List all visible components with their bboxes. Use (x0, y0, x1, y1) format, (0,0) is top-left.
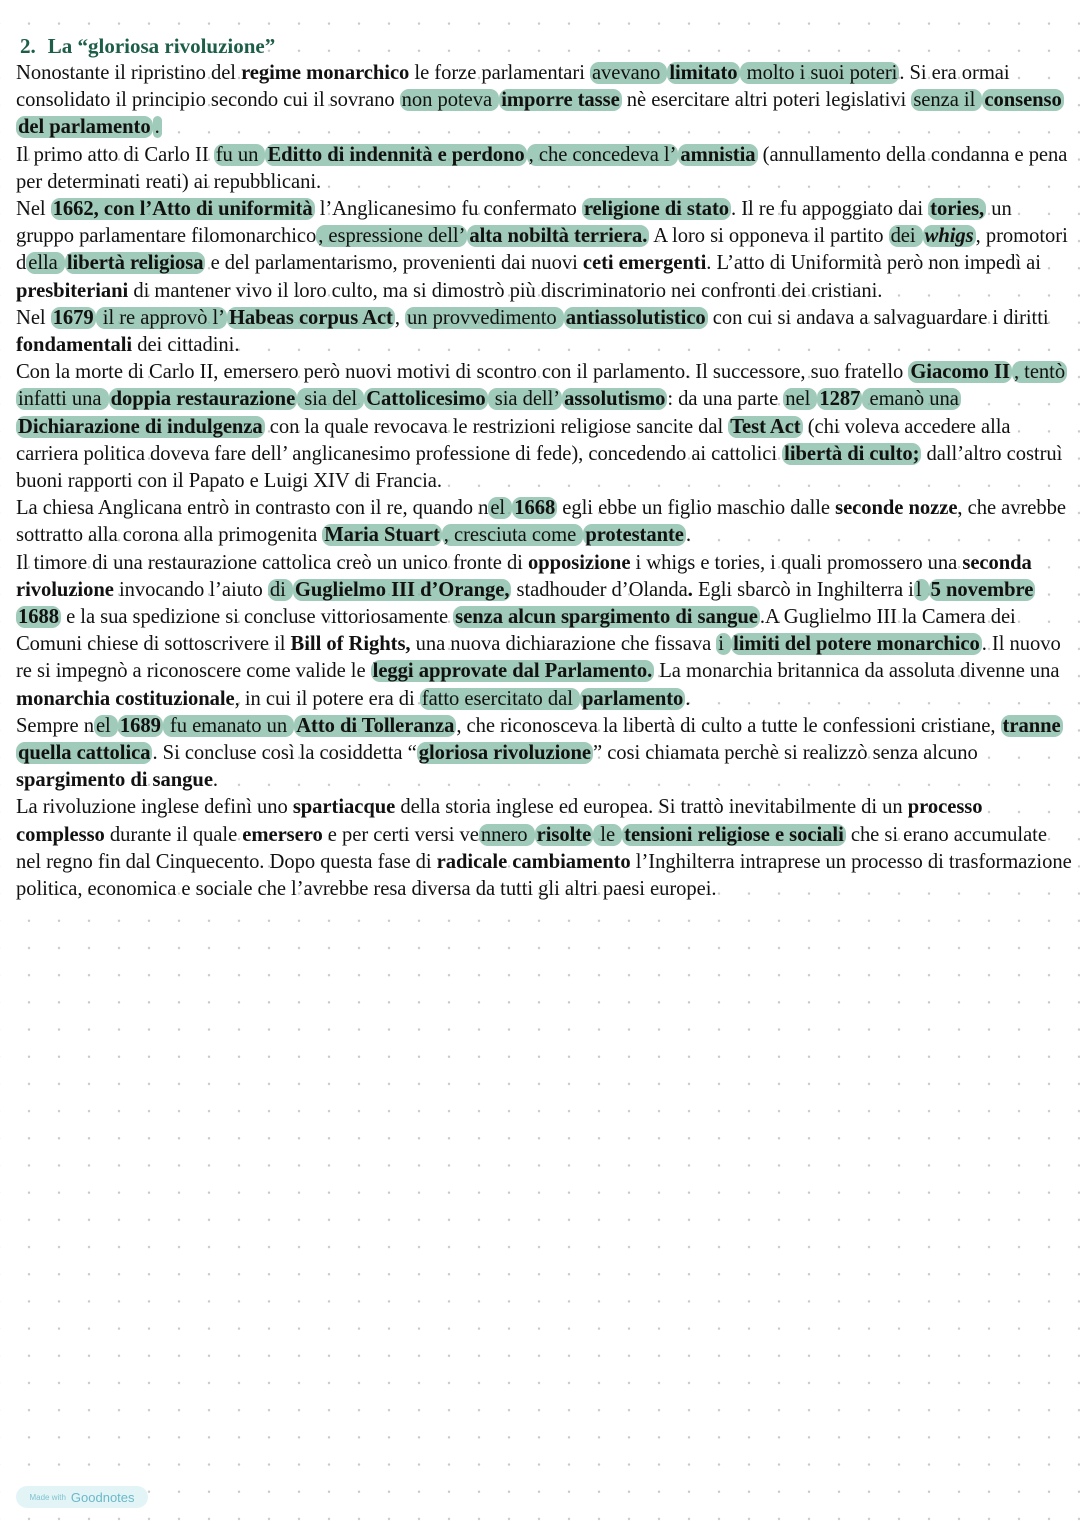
text-run: una nuova dichiarazione che fissava (410, 633, 717, 656)
bold-text: Bill of Rights, (290, 633, 411, 656)
section-number: 2. (20, 34, 36, 58)
text-run: , promotori d (16, 225, 1068, 275)
highlighted-text: risolte (536, 823, 592, 846)
highlighted-text: i (718, 633, 730, 656)
text-run: l’Inghilterra intraprese un processo di trasformazione politica, economica e sociale che l’avrebbe resa diversa da tutti gli altri paesi europei. (16, 850, 1072, 901)
highlighted-text: 5 novembre 1688 (18, 578, 1034, 629)
paragraph (16, 794, 1074, 903)
note-page (16, 33, 1074, 903)
highlighted-text: Editto di indennità e perdono (267, 143, 525, 166)
bold-text: fondamentali (16, 334, 133, 357)
highlighted-text: sia del (299, 388, 363, 411)
text-run: : da una parte (667, 388, 784, 411)
bold-text: opposizione (527, 551, 631, 574)
bold-text: seconda rivoluzione (16, 551, 1032, 601)
highlighted-text: limiti del potere monarchico (733, 633, 980, 656)
highlighted-text: l (915, 578, 927, 601)
highlighted-text: Giacomo II (910, 361, 1010, 384)
text-run: Il primo atto di Carlo II (16, 143, 214, 166)
text-run: . (685, 687, 691, 710)
highlighted-text: , espressione dell’ (318, 225, 466, 248)
highlighted-text: 1668 (514, 497, 556, 520)
highlighted-text: nel (785, 388, 816, 411)
highlighted-text: , che concedeva l’ (528, 143, 677, 166)
paragraph (16, 196, 1074, 305)
highlighted-text: fatto esercitato dal (421, 687, 578, 710)
bold-text: presbiteriani (16, 279, 129, 302)
text-run: dall’altro costruì buoni rapporti con il Papato e Luigi XIV di Francia. (16, 442, 1063, 493)
highlighted-text: 1662, con l’Atto di uniformità (52, 198, 313, 221)
bold-text: spargimento di sangue (16, 769, 213, 792)
paragraph (16, 359, 1074, 495)
highlighted-text: Maria Stuart (324, 524, 440, 547)
highlighted-text: doppia restaurazione (110, 388, 296, 411)
highlighted-text: molto i suoi poteri (741, 62, 898, 84)
paragraph (16, 60, 1074, 142)
highlighted-text: Test Act (730, 415, 801, 438)
section-title: La “gloriosa rivoluzione” (47, 34, 276, 58)
highlighted-text: alta nobiltà terriera. (469, 225, 648, 248)
body-text (16, 60, 1074, 903)
highlighted-text: Cattolicesimo (366, 388, 486, 411)
highlighted-text: 1287 (819, 388, 861, 411)
paragraph (16, 142, 1074, 196)
highlighted-text: dei (890, 225, 921, 248)
highlighted-text: tensioni religiose e sociali (624, 823, 844, 846)
highlighted-text: amnistia (680, 143, 756, 166)
text-run: Sempre n (16, 714, 94, 737)
bold-text: emersero (242, 823, 323, 846)
highlighted-text: el (95, 714, 116, 737)
text-run: i whigs e tories, i quali promossero una (630, 551, 963, 574)
text-run: La rivoluzione inglese definì uno (16, 796, 293, 819)
text-run: un gruppo parlamentare filomonarchico (16, 198, 1012, 248)
text-run: con cui si andava a salvaguardare i diritti (707, 306, 1049, 329)
highlighted-text: fu un (215, 143, 264, 166)
text-run: egli ebbe un figlio maschio dalle (557, 497, 836, 520)
text-run: .A Guglielmo III la Camera dei Comuni chiese di sottoscrivere il (16, 606, 1016, 656)
highlighted-text: gloriosa rivoluzione (418, 742, 592, 765)
highlighted-text: imporre tasse (501, 89, 620, 112)
highlighted-text: religione di stato (583, 198, 730, 221)
paragraph (16, 713, 1074, 795)
text-run: invocando l’aiuto (113, 578, 268, 601)
paragraph (16, 305, 1074, 359)
highlighted-text: senza il (913, 89, 981, 112)
text-run: dei cittadini. (132, 334, 240, 357)
highlighted-text: libertà religiosa (66, 252, 204, 275)
text-run: Nel (16, 198, 51, 221)
text-run: Egli sbarcò in Inghilterra i (692, 578, 914, 601)
section-heading (20, 33, 1074, 60)
text-run: La monarchia britannica da assoluta divenne una (654, 660, 1060, 683)
goodnotes-badge[interactable] (16, 1486, 148, 1508)
highlighted-text: sia dell’ (489, 388, 561, 411)
text-run: Con la morte di Carlo II, emersero però nuovi motivi di scontro con il parlamento. Il successore, suo fratello (16, 361, 909, 384)
text-run: , in cui il potere era di (234, 687, 420, 710)
bold-text: seconde nozze (835, 497, 958, 520)
bold-text: ceti emergenti (582, 252, 707, 275)
text-run: , (394, 306, 406, 329)
text-run: La chiesa Anglicana entrò in contrasto con il re, quando n (16, 497, 489, 520)
text-run: con la quale revocava le restrizioni religiose sancite dal (264, 415, 729, 438)
text-run: di mantener vivo il loro culto, ma si dimostrò più discriminatorio nei confronti dei cristiani. (128, 279, 883, 302)
text-run: (annullamento della condanna e pena per determinati reati) ai repubblicani. (16, 143, 1068, 193)
highlighted-text: . (154, 116, 160, 139)
text-run: , che riconosceva la libertà di culto a tutte le confessioni cristiane, (456, 714, 1001, 737)
highlighted-text: di (269, 578, 291, 601)
highlighted-text: whigs (924, 225, 974, 248)
highlighted-text: tories, (930, 198, 985, 221)
text-run: (chi voleva accedere alla carriera politica doveva fare dell’ anglicanesimo professione di fede), concedendo ai cattolici (16, 415, 1011, 465)
text-run: . L’atto di Uniformità però non impedì ai (706, 252, 1041, 275)
highlighted-text: ella (28, 252, 63, 275)
highlighted-text: emanò una (864, 388, 959, 411)
text-run: l’Anglicanesimo fu confermato (314, 198, 582, 221)
highlighted-text: le (595, 823, 621, 846)
text-run: e la sua spedizione si concluse vittoriosamente (61, 606, 454, 629)
highlighted-text: Atto di Tolleranza (296, 714, 455, 737)
highlighted-text: parlamento (581, 687, 684, 710)
text-run: . Si concluse così la cosiddetta “ (152, 742, 417, 765)
text-run: . Il re fu appoggiato dai (731, 198, 929, 221)
goodnotes-logo: Goodnotes (70, 1489, 135, 1505)
bold-text: radicale cambiamento (436, 850, 631, 873)
highlighted-text: un provvedimento (407, 306, 562, 329)
highlighted-text: 1679 (52, 306, 94, 329)
highlighted-text: Guglielmo III d’Orange, (294, 578, 510, 601)
text-run: Il timore di una restaurazione cattolica creò un unico fronte di (16, 551, 528, 574)
highlighted-text: limitato (669, 62, 738, 84)
bold-text: . (687, 578, 693, 601)
highlighted-text: senza alcun spargimento di sangue (455, 606, 758, 629)
highlighted-text: fu emanato un (164, 714, 293, 737)
highlighted-text: , cresciuta come (443, 524, 582, 547)
text-run: A loro si opponeva il partito (649, 225, 889, 248)
text-run: . Si era ormai consolidato il principio secondo cui il sovrano (16, 62, 1010, 112)
badge-made-with: Made with (29, 1492, 66, 1502)
text-run: e per certi versi ve (322, 823, 479, 846)
highlighted-text: tranne quella cattolica (18, 714, 1061, 765)
highlighted-text: 1689 (119, 714, 161, 737)
paragraph (16, 550, 1074, 713)
text-run: . Il nuovo re si impegnò a riconoscere come valide le (16, 633, 1061, 683)
highlighted-text: , tentò infatti una (18, 361, 1066, 411)
highlighted-text: assolutismo (564, 388, 666, 411)
text-run: ” cosi chiamata perchè si realizzò senza alcuno (593, 742, 978, 765)
text-run: durante il quale (104, 823, 243, 846)
highlighted-text: Habeas corpus Act (228, 306, 393, 329)
text-run: , che avrebbe sottratto alla corona alla primogenita (16, 497, 1066, 547)
highlighted-text: leggi approvate dal Parlamento. (372, 660, 653, 683)
text-run: nè esercitare altri poteri legislativi (621, 89, 912, 112)
text-run: Nonostante il ripristino del (16, 62, 242, 84)
bold-text: processo complesso (16, 796, 983, 846)
highlighted-text: Dichiarazione di indulgenza (18, 415, 263, 438)
highlighted-text: libertà di culto; (784, 442, 920, 465)
text-run: stadhouder d’Olanda (511, 578, 688, 601)
highlighted-text: consenso del parlamento (18, 89, 1062, 139)
paragraph (16, 495, 1074, 549)
highlighted-text: antiassolutistico (565, 306, 706, 329)
highlighted-text: non poteva (401, 89, 498, 112)
text-run: Nel (16, 306, 51, 329)
bold-text: monarchia costituzionale (16, 687, 235, 710)
highlighted-text: el (490, 497, 511, 520)
highlighted-text: nnero (480, 823, 533, 846)
bold-text: regime monarchico (241, 62, 410, 84)
text-run: . (212, 769, 219, 792)
text-run: della storia inglese ed europea. Si trattò inevitabilmente di un (395, 796, 908, 819)
highlighted-text: il re approvò l’ (97, 306, 225, 329)
highlighted-text: protestante (585, 524, 684, 547)
bold-text: spartiacque (292, 796, 396, 819)
text-run: . (685, 524, 692, 547)
highlighted-text: avevano (591, 62, 666, 84)
text-run: le forze parlamentari (409, 62, 590, 84)
text-run: che si erano accumulate nel regno fin dal Cinquecento. Dopo questa fase di (16, 823, 1047, 873)
text-run: e del parlamentarismo, provenienti dai nuovi (205, 252, 583, 275)
